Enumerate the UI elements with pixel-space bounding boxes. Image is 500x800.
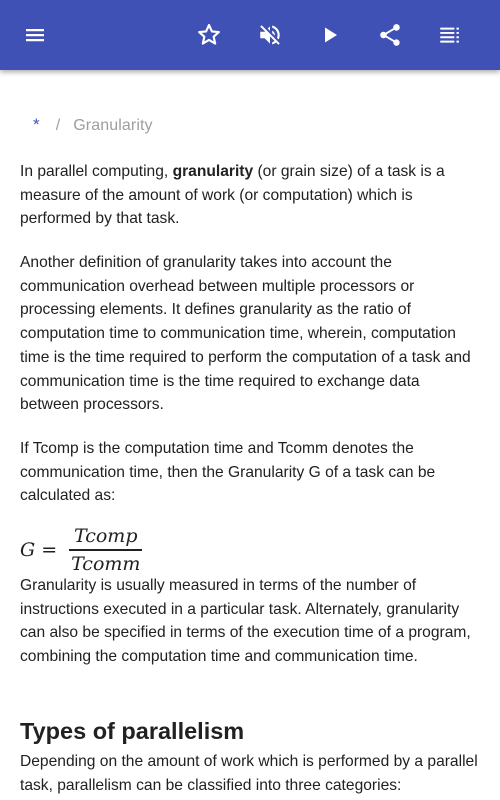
share-button[interactable]: [366, 11, 414, 59]
intro-text-suffix: (or grain size) of a task is a measure of the amount of work (or computation) which is performed by that task.: [20, 163, 445, 228]
intro-term-bold: granularity: [172, 163, 254, 180]
measurement-paragraph: Granularity is usually measured in terms of the number of instructions executed in a particular task. Alternately, granularity can also be specified in terms of the execution time of a program, combining the computation time and communication time.: [20, 577, 471, 666]
section-heading-types-of-parallelism: Types of parallelism: [20, 718, 245, 744]
menu-button[interactable]: [11, 11, 59, 59]
parallelism-paragraph: Depending on the amount of work which is performed by a parallel task, parallelism can be classified into three categories:: [20, 753, 478, 794]
hamburger-menu-icon: [23, 23, 47, 47]
formula-fraction: [69, 525, 142, 574]
formula-lhs: G: [20, 539, 36, 561]
breadcrumb-home-link[interactable]: *: [33, 115, 40, 134]
table-of-contents-button[interactable]: [426, 11, 474, 59]
play-button[interactable]: [306, 11, 354, 59]
article-content: [0, 70, 500, 800]
formula-numerator: Tcomp: [74, 525, 138, 548]
breadcrumb-current: Granularity: [73, 117, 153, 134]
share-icon: [377, 22, 403, 48]
play-icon: [318, 23, 342, 47]
app-toolbar: [0, 0, 500, 70]
volume-off-icon: [257, 22, 283, 48]
formula-denominator: Tcomm: [71, 552, 141, 575]
mute-button[interactable]: [246, 11, 294, 59]
star-outline-icon: [196, 22, 222, 48]
breadcrumb-separator: /: [55, 117, 61, 134]
favorite-button[interactable]: [185, 11, 233, 59]
definition-paragraph: Another definition of granularity takes into account the communication overhead between multiple processors or processing elements. It defines granularity as the ratio of computation time to communication time, wherein, computation time is the time required to perform the computation of a task and communication time is the time required to exchange data between processors.: [20, 254, 471, 414]
table-of-contents-icon: [437, 22, 463, 48]
formula-equals: =: [41, 539, 58, 561]
breadcrumb: [33, 115, 153, 135]
granularity-formula: [20, 525, 142, 575]
intro-text-prefix: In parallel computing,: [20, 163, 173, 180]
calculation-paragraph: If Tcomp is the computation time and Tcomm denotes the communication time, then the Granularity G of a task can be calculated as:: [20, 440, 436, 505]
intro-paragraph: [20, 160, 482, 231]
